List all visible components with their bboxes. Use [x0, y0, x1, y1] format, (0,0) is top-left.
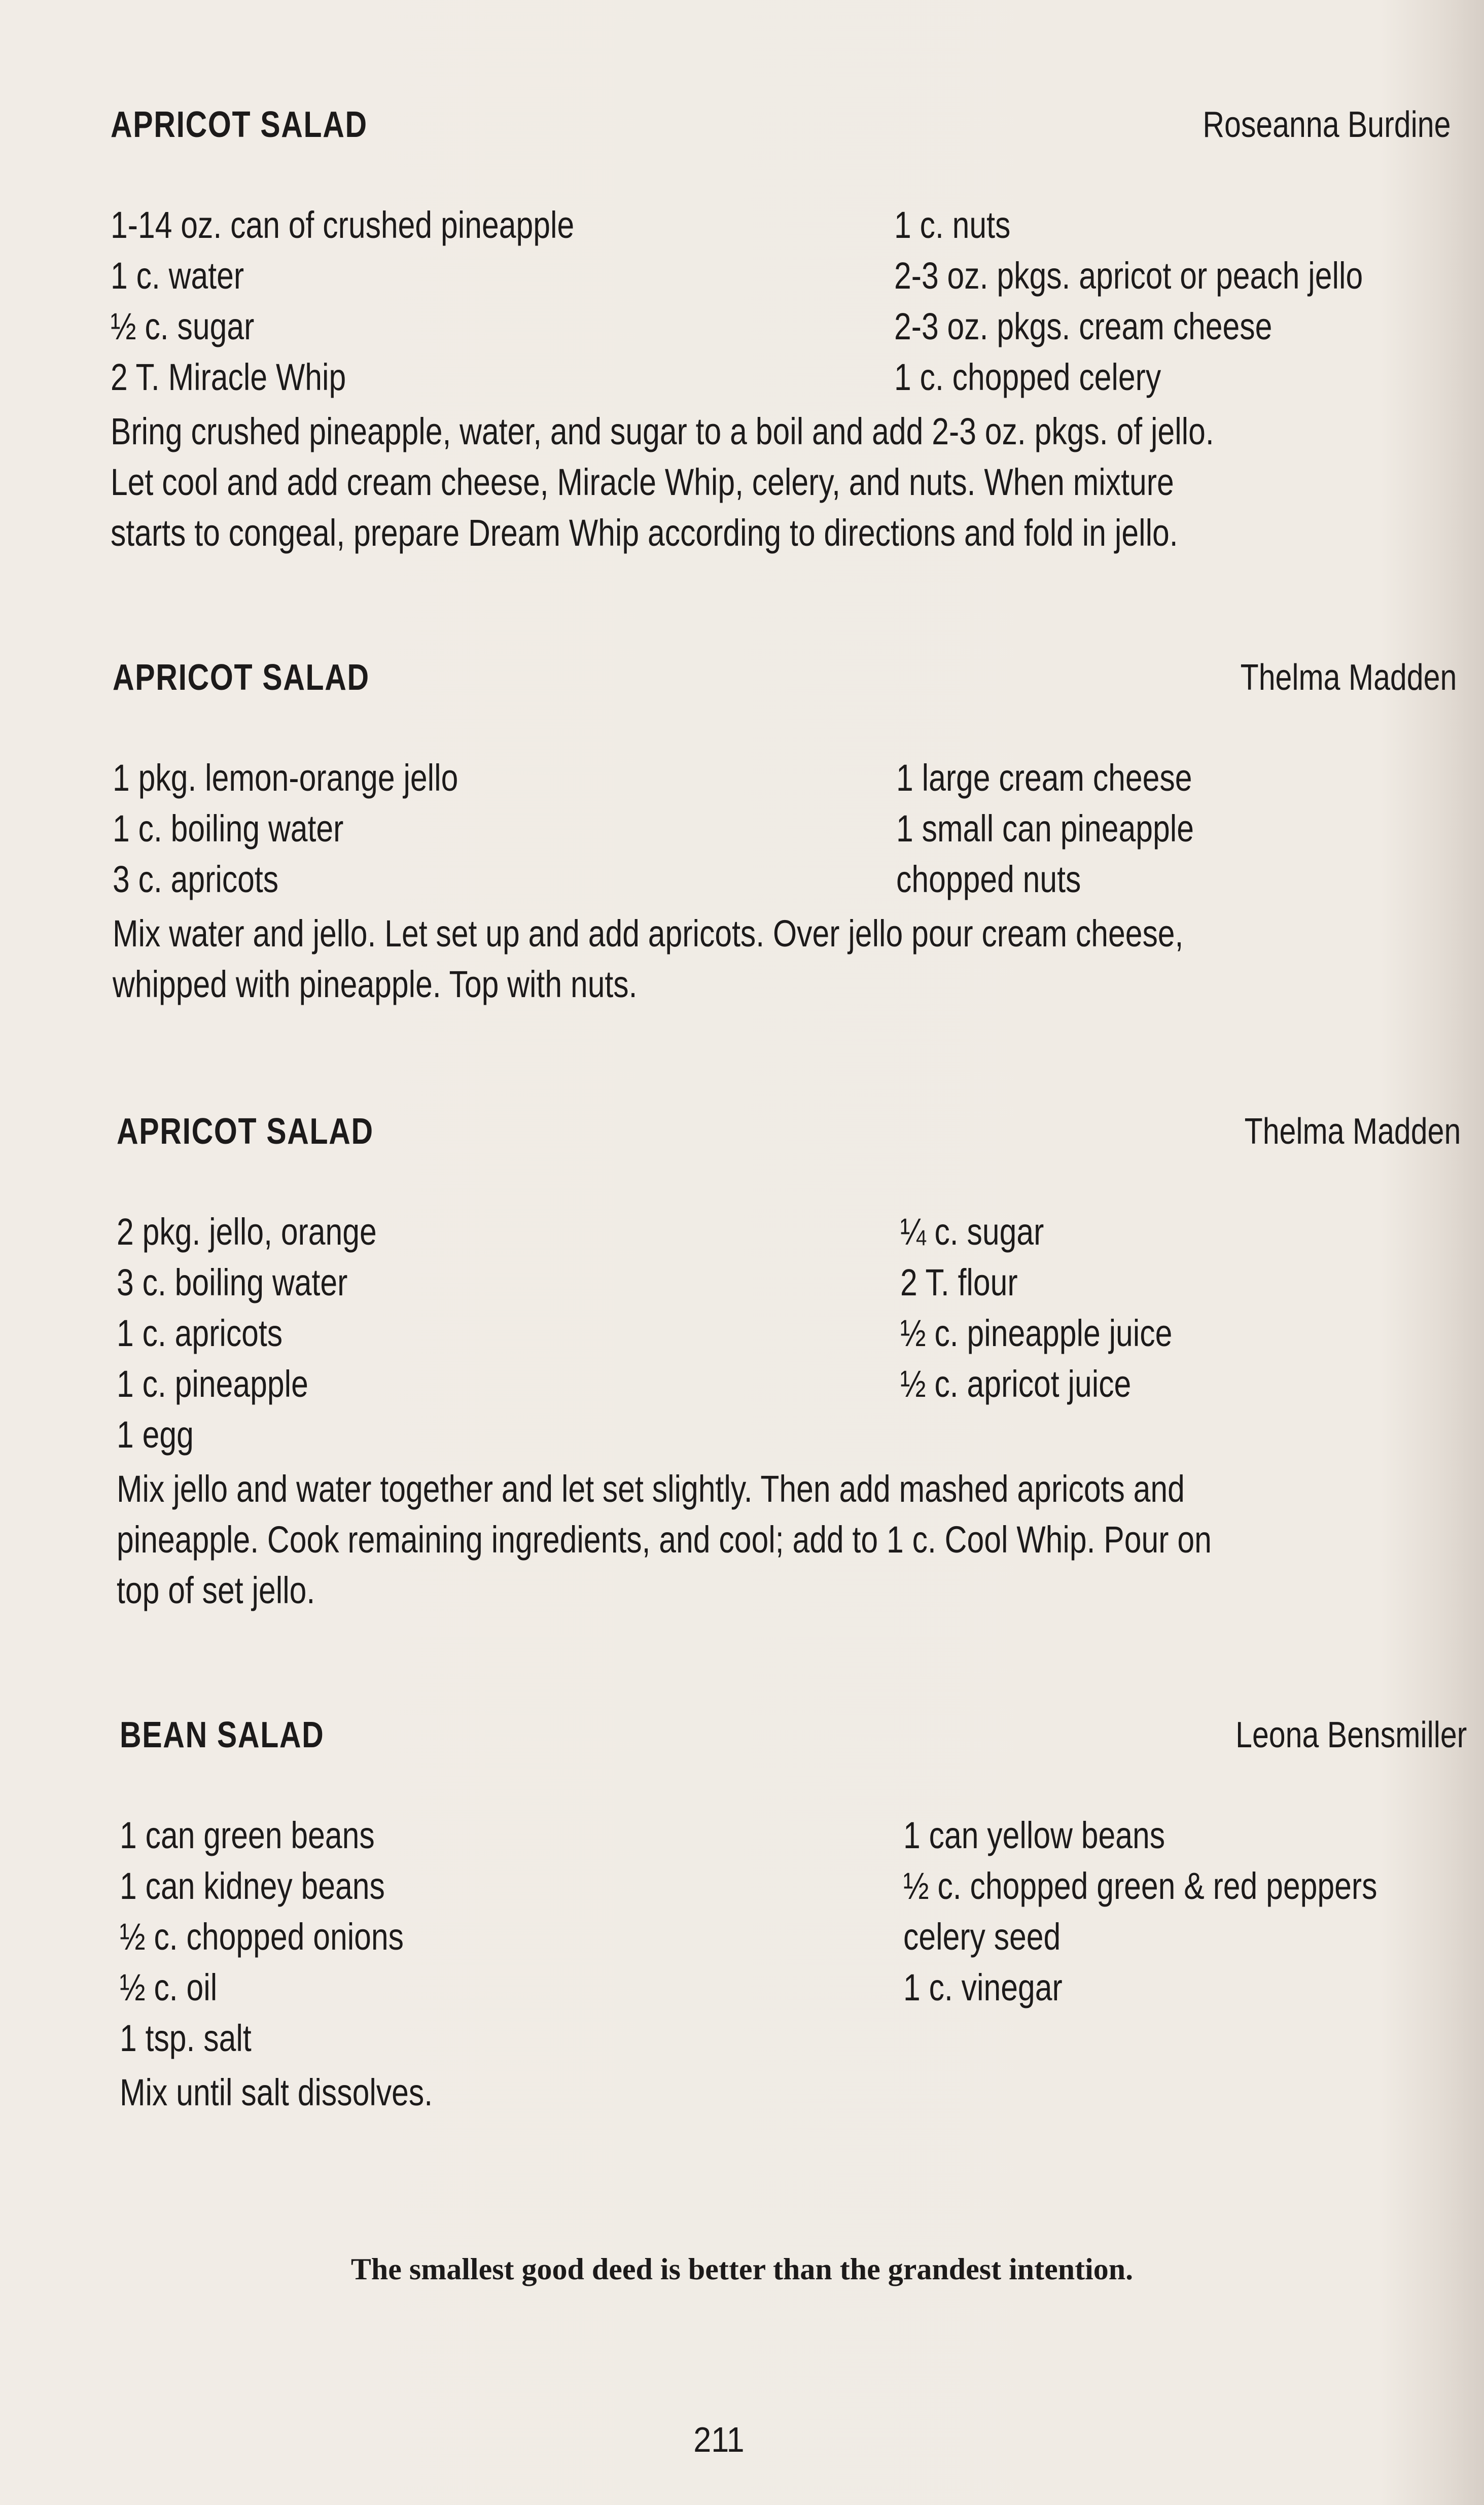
recipe-instructions: Mix until salt dissolves. [120, 2071, 433, 2113]
ingredient-row [117, 1261, 1461, 1312]
recipe-bean-salad [120, 1714, 1467, 2118]
ingredient-left: ½ c. oil [120, 1966, 218, 2008]
ingredient-right: ¼ c. sugar [900, 1211, 1044, 1253]
recipe-apricot-salad-madden-1 [113, 657, 1457, 1010]
ingredient-right: ½ c. chopped green & red peppers [903, 1865, 1377, 1907]
ingredient-right: celery seed [903, 1916, 1061, 1958]
recipe-title: APRICOT SALAD [111, 104, 368, 145]
recipe-instructions: Mix water and jello. Let set up and add apricots. Over jello pour cream cheese, whipped with pineapple. Top with nuts. [113, 912, 1184, 1005]
ingredient-left: 1 c. pineapple [117, 1363, 308, 1405]
ingredient-right: chopped nuts [896, 858, 1081, 900]
ingredient-row [111, 305, 1451, 356]
ingredient-left: 1 can kidney beans [120, 1865, 385, 1907]
ingredient-row [120, 1814, 1467, 1864]
ingredient-left: 2 T. Miracle Whip [111, 356, 346, 398]
ingredient-row [117, 1312, 1461, 1362]
ingredient-row [117, 1362, 1461, 1413]
ingredient-right: 1 c. chopped celery [894, 356, 1161, 398]
ingredient-right: 1 can yellow beans [903, 1814, 1165, 1856]
ingredient-list [117, 1210, 1461, 1464]
ingredient-left: 1 tsp. salt [120, 2017, 252, 2059]
recipe-author: Thelma Madden [1244, 1111, 1461, 1152]
recipe-header [111, 104, 1451, 153]
ingredient-left: ½ c. chopped onions [120, 1916, 404, 1958]
ingredient-right: 2-3 oz. pkgs. apricot or peach jello [894, 255, 1363, 297]
ingredient-row [120, 1966, 1467, 2017]
recipe-header [120, 1714, 1467, 1763]
ingredient-right: 1 small can pineapple [896, 807, 1194, 850]
footer-quote: The smallest good deed is better than the grandest intention. [350, 2252, 1134, 2286]
ingredient-left: 1 c. apricots [117, 1312, 283, 1354]
ingredient-left: 3 c. apricots [113, 858, 279, 900]
ingredient-row [120, 1915, 1467, 1966]
ingredient-row [120, 1864, 1467, 1915]
recipe-instructions: Mix jello and water together and let set slightly. Then add mashed apricots and pineapple. Cook remaining ingredients, and cool; add to 1 c. Cool Whip. Pour on top of set jello. [117, 1468, 1212, 1611]
ingredient-row [117, 1210, 1461, 1261]
ingredient-row [113, 807, 1457, 858]
recipe-apricot-salad-burdine [111, 104, 1451, 558]
page-number: 211 [693, 2420, 745, 2459]
ingredient-list [120, 1814, 1467, 2067]
ingredient-right: 1 c. nuts [894, 204, 1011, 246]
ingredient-left: 1-14 oz. can of crushed pineapple [111, 204, 575, 246]
ingredient-right: 2-3 oz. pkgs. cream cheese [894, 305, 1273, 347]
recipe-author: Leona Bensmiller [1235, 1715, 1467, 1755]
ingredient-left: 3 c. boiling water [117, 1261, 348, 1303]
recipe-apricot-salad-madden-2 [117, 1111, 1461, 1616]
ingredient-left: 2 pkg. jello, orange [117, 1211, 377, 1253]
ingredient-row [120, 2017, 1467, 2067]
ingredient-row [113, 858, 1457, 908]
ingredient-row [117, 1413, 1461, 1464]
recipe-title: BEAN SALAD [120, 1715, 325, 1755]
recipe-header [117, 1111, 1461, 1159]
ingredient-left: 1 egg [117, 1414, 194, 1456]
recipe-title: APRICOT SALAD [113, 657, 370, 698]
ingredient-list [113, 756, 1457, 908]
ingredient-right: 1 c. vinegar [903, 1966, 1063, 2008]
recipe-instructions: Bring crushed pineapple, water, and sugar to a boil and add 2-3 oz. pkgs. of jello. Let cool and add cream cheese, Miracle Whip, celery, and nuts. When mixture starts to congeal, prepare Dream Whip according to directions and fold in jello. [111, 410, 1214, 554]
ingredient-left: ½ c. sugar [111, 305, 255, 347]
recipe-author: Thelma Madden [1240, 657, 1457, 698]
recipe-title: APRICOT SALAD [117, 1111, 374, 1152]
ingredient-left: 1 c. water [111, 255, 244, 297]
ingredient-left: 1 pkg. lemon-orange jello [113, 757, 458, 799]
ingredient-row [111, 203, 1451, 254]
ingredient-left: 1 can green beans [120, 1814, 375, 1856]
ingredient-right: 2 T. flour [900, 1261, 1018, 1303]
ingredient-right: ½ c. pineapple juice [900, 1312, 1173, 1354]
recipe-author: Roseanna Burdine [1202, 104, 1451, 145]
ingredient-list [111, 203, 1451, 406]
ingredient-right: 1 large cream cheese [896, 757, 1192, 799]
ingredient-row [111, 254, 1451, 305]
ingredient-row [113, 756, 1457, 807]
ingredient-left: 1 c. boiling water [113, 807, 344, 850]
ingredient-row [111, 356, 1451, 406]
recipe-header [113, 657, 1457, 705]
ingredient-right: ½ c. apricot juice [900, 1363, 1132, 1405]
